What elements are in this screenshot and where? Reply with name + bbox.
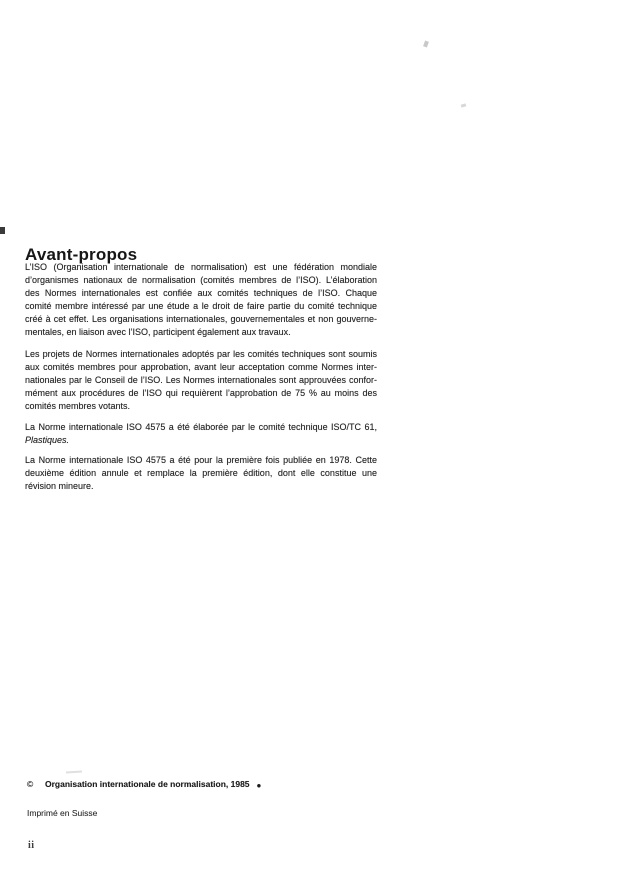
page-number: ii xyxy=(28,840,35,851)
text-line: comité membre intéressé par une étude a le droit de faire partie du comité technique xyxy=(25,301,377,311)
text-line: mentales, en liaison avec l’ISO, participent également aux travaux. xyxy=(25,327,291,337)
text-line: L’ISO (Organisation internationale de normalisation) est une fédération mondiale xyxy=(25,262,377,272)
copyright-symbol: © xyxy=(27,779,34,789)
copyright-line xyxy=(27,779,587,789)
text-line: créé à cet effet. Les organisations internationales, gouvernementales et non gouverne- xyxy=(25,314,377,324)
paragraph-iso-intro xyxy=(25,261,377,339)
paragraph-draft-approval xyxy=(25,348,377,413)
text-line: La Norme internationale ISO 4575 a été élaborée par le comité technique ISO/TC 61, xyxy=(25,422,377,432)
text-line: mément aux procédures de l’ISO qui requièrent l’approbation de 75 % au moins des xyxy=(25,388,377,398)
text-line: d’organismes nationaux de normalisation (comités membres de l’ISO). L’élaboration xyxy=(25,275,377,285)
text-line: aux comités membres pour approbation, avant leur acceptation comme Normes inter- xyxy=(25,362,377,372)
scan-speck xyxy=(461,103,467,107)
foreword-heading: Avant-propos xyxy=(25,245,138,265)
scan-speck xyxy=(66,770,82,773)
printed-in-line: Imprimé en Suisse xyxy=(27,808,98,818)
scan-edge-mark xyxy=(0,227,5,234)
text-line: révision mineure. xyxy=(25,481,94,491)
text-line: deuxième édition annule et remplace la première édition, dont elle constitue une xyxy=(25,468,377,478)
text-line: nationales par le Conseil de l’ISO. Les Normes internationales sont approuvées confor- xyxy=(25,375,377,385)
text-line: des Normes internationales est confiée aux comités techniques de l’ISO. Chaque xyxy=(25,288,377,298)
copyright-text: Organisation internationale de normalisation, 1985 xyxy=(45,779,250,789)
text-line: comités membres votants. xyxy=(25,401,131,411)
paragraph-committee xyxy=(25,421,377,447)
text-line-italic: Plastiques. xyxy=(25,435,70,445)
scan-speck xyxy=(423,40,429,47)
text-line: Les projets de Normes internationales adoptés par les comités techniques sont soumis xyxy=(25,349,377,359)
text-line: La Norme internationale ISO 4575 a été pour la première fois publiée en 1978. Cette xyxy=(25,455,377,465)
bullet-dot: ● xyxy=(256,781,262,790)
paragraph-edition-history xyxy=(25,454,377,493)
